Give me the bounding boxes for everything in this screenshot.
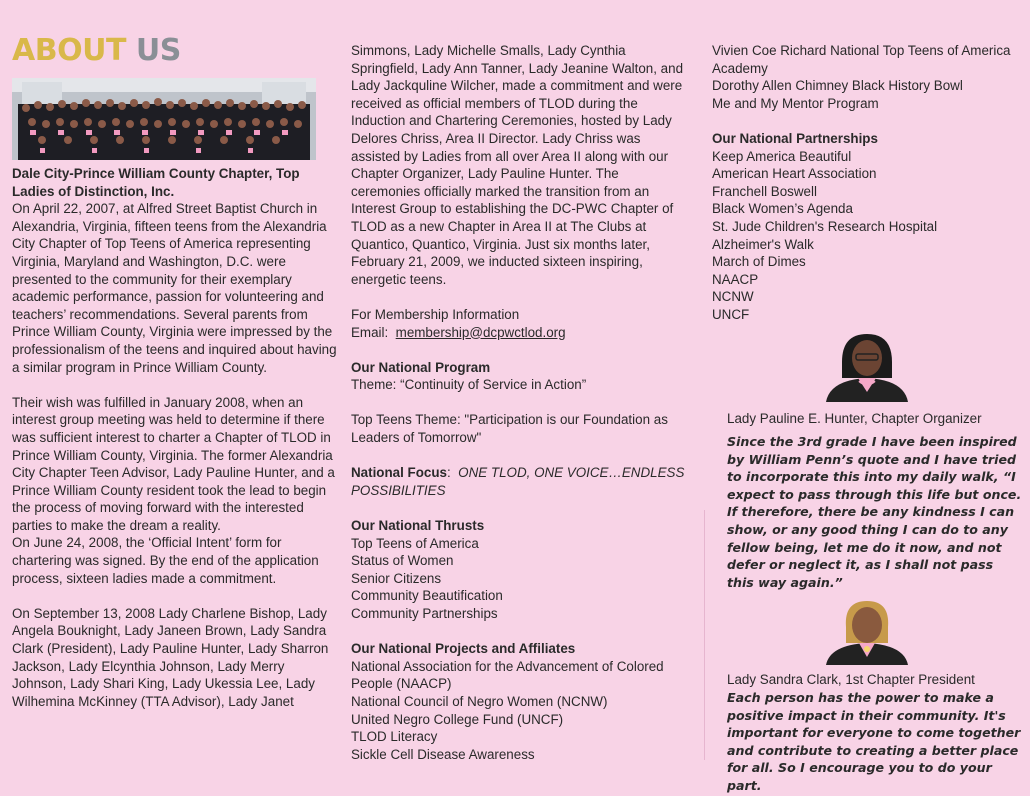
top-teens-theme: Top Teens Theme: "Participation is our Foundation as Leaders of Tomorrow"	[351, 412, 668, 446]
column-middle	[351, 42, 691, 763]
chapter-heading: Dale City-Prince William County Chapter, Top Ladies of Distinction, Inc.	[12, 166, 300, 199]
national-thrusts-heading: Our National Thrusts	[351, 518, 485, 534]
project-item: National Council of Negro Women (NCNW)	[351, 693, 608, 709]
project-item: Vivien Coe Richard National Top Teens of America Academy	[712, 43, 1011, 76]
portrait-caption-2: Lady Sandra Clark, 1st Chapter President	[727, 672, 975, 688]
project-item: Me and My Mentor Program	[712, 95, 879, 111]
history-paragraph-1: On April 22, 2007, at Alfred Street Baptist Church in Alexandria, Virginia, fifteen teens from the Alexandria City Chapter of Top Teens of America representing Virginia, Maryland and Washington, D.C. were presented to the community for their exemplary academic performance, passion for volunteering and teachers’ recommendations. Several parents from Prince William County, Virginia were impressed by the professionalism of the teens and inquired about having a similar program in Prince William County.	[12, 201, 337, 375]
thrust-item: Community Beautification	[351, 588, 503, 604]
partnership-item: Keep America Beautiful	[712, 148, 852, 164]
history-paragraph-2: Their wish was fulfilled in January 2008, when an interest group meeting was held to determine if there was sufficient interest to charter a Chapter of TLOD in Prince William County, Virginia. The former Alexandria City Chapter Teen Advisor, Lady Pauline Hunter, and a Prince William County resident took the lead to begin the process of moving forward with the interested parties to make the dream a reality.	[12, 394, 335, 533]
national-focus-value: ONE TLOD, ONE VOICE…ENDLESS POSSIBILITIES	[351, 465, 685, 498]
column-left	[12, 34, 340, 710]
history-paragraph-3: On June 24, 2008, the ‘Official Intent’ form for chartering was signed. By the end of the application process, sixteen ladies made a commitment.	[12, 535, 319, 586]
group-photo-illustration	[12, 78, 316, 160]
national-program-heading: Our National Program	[351, 359, 491, 375]
email-line	[351, 324, 691, 342]
partnership-item: UNCF	[712, 306, 750, 322]
partnership-item: Alzheimer's Walk	[712, 236, 814, 252]
national-program-theme: Theme: “Continuity of Service in Action”	[351, 377, 587, 393]
project-item: TLOD Literacy	[351, 729, 438, 745]
column-divider	[704, 510, 705, 760]
portrait-caption-1: Lady Pauline E. Hunter, Chapter Organizer	[727, 410, 982, 426]
project-item: National Association for the Advancement of Colored People (NAACP)	[351, 658, 664, 692]
portrait-pauline-hunter	[822, 330, 912, 402]
national-focus-label: National Focus	[351, 465, 447, 481]
page-title	[12, 34, 340, 70]
quote-pauline-hunter: Since the 3rd grade I have been inspired by William Penn’s quote and I have tried to incorporate this into my daily walk, “I expect to pass through this life but once. If therefore, there be any kindness I can show, or any good thing I can do to any fellow being, let me do it now, and not defer or neglect it, as I shall not pass this way again.”	[727, 434, 1022, 590]
partnership-item: NCNW	[712, 289, 754, 305]
title-about: ABOUT	[12, 33, 126, 68]
membership-info: For Membership Information	[351, 306, 520, 322]
title-us: US	[135, 33, 181, 68]
email-link[interactable]: membership@dcpwctlod.org	[395, 324, 566, 340]
project-item: United Negro College Fund (UNCF)	[351, 711, 564, 727]
portrait-sandra-clark	[822, 597, 912, 665]
national-partnerships-heading: Our National Partnerships	[712, 130, 878, 146]
thrust-item: Status of Women	[351, 553, 454, 569]
thrust-item: Community Partnerships	[351, 606, 498, 621]
partnership-item: Franchell Boswell	[712, 183, 817, 199]
column-right	[712, 42, 1022, 795]
partnership-item: St. Jude Children's Research Hospital	[712, 218, 938, 234]
partnership-item: American Heart Association	[712, 166, 877, 182]
project-item: Dorothy Allen Chimney Black History Bowl	[712, 78, 963, 94]
history-paragraph-4-cont: Simmons, Lady Michelle Smalls, Lady Cynthia Springfield, Lady Ann Tanner, Lady Jeanine Walton, and Lady Jackquline Wilcher, made a commitment and were received as official members of TLOD during the Induction and Chartering Ceremonies, hosted by Lady Delores Chriss, Area II Director. Lady Chriss was assisted by Ladies from all over Area II along with our Chapter Organizer, Lady Pauline Hunter. The ceremonies officially marked the transition from an Interest Group to establishing the DC-PWC Chapter of TLOD as a new Chapter in Area II at The Clubs at Quantico, Quantico, Virginia. Just six months later, February 21, 2009, we inducted sixteen inspiring, energetic teens.	[351, 43, 684, 287]
project-item: Sickle Cell Disease Awareness	[351, 746, 535, 762]
partnership-item: Black Women’s Agenda	[712, 201, 853, 217]
national-focus: National Focus: ONE TLOD, ONE VOICE…ENDLESS POSSIBILITIES	[351, 465, 685, 498]
thrust-item: Top Teens of America	[351, 535, 479, 551]
quote-sandra-clark: Each person has the power to make a positive impact in their community. It's important for everyone to come together and contribute to creating a better place for all. So I encourage you to do your part.	[727, 690, 1021, 793]
group-photo	[12, 78, 316, 160]
thrust-item: Senior Citizens	[351, 570, 442, 586]
history-paragraph-4: On September 13, 2008 Lady Charlene Bishop, Lady Angela Bouknight, Lady Janeen Brown, Lady Sandra Clark (President), Lady Pauline Hunter, Lady Sharron Jackson, Lady Elcynthia Johnson, Lady Merry Johnson, Lady Shari King, Lady Ukessia Lee, Lady Wilhemina McKinney (TTA Advisor), Lady Janet	[12, 605, 329, 709]
email-label: Email:	[351, 324, 389, 340]
partnership-item: March of Dimes	[712, 254, 806, 270]
national-projects-heading: Our National Projects and Affiliates	[351, 641, 576, 657]
partnership-item: NAACP	[712, 271, 759, 287]
